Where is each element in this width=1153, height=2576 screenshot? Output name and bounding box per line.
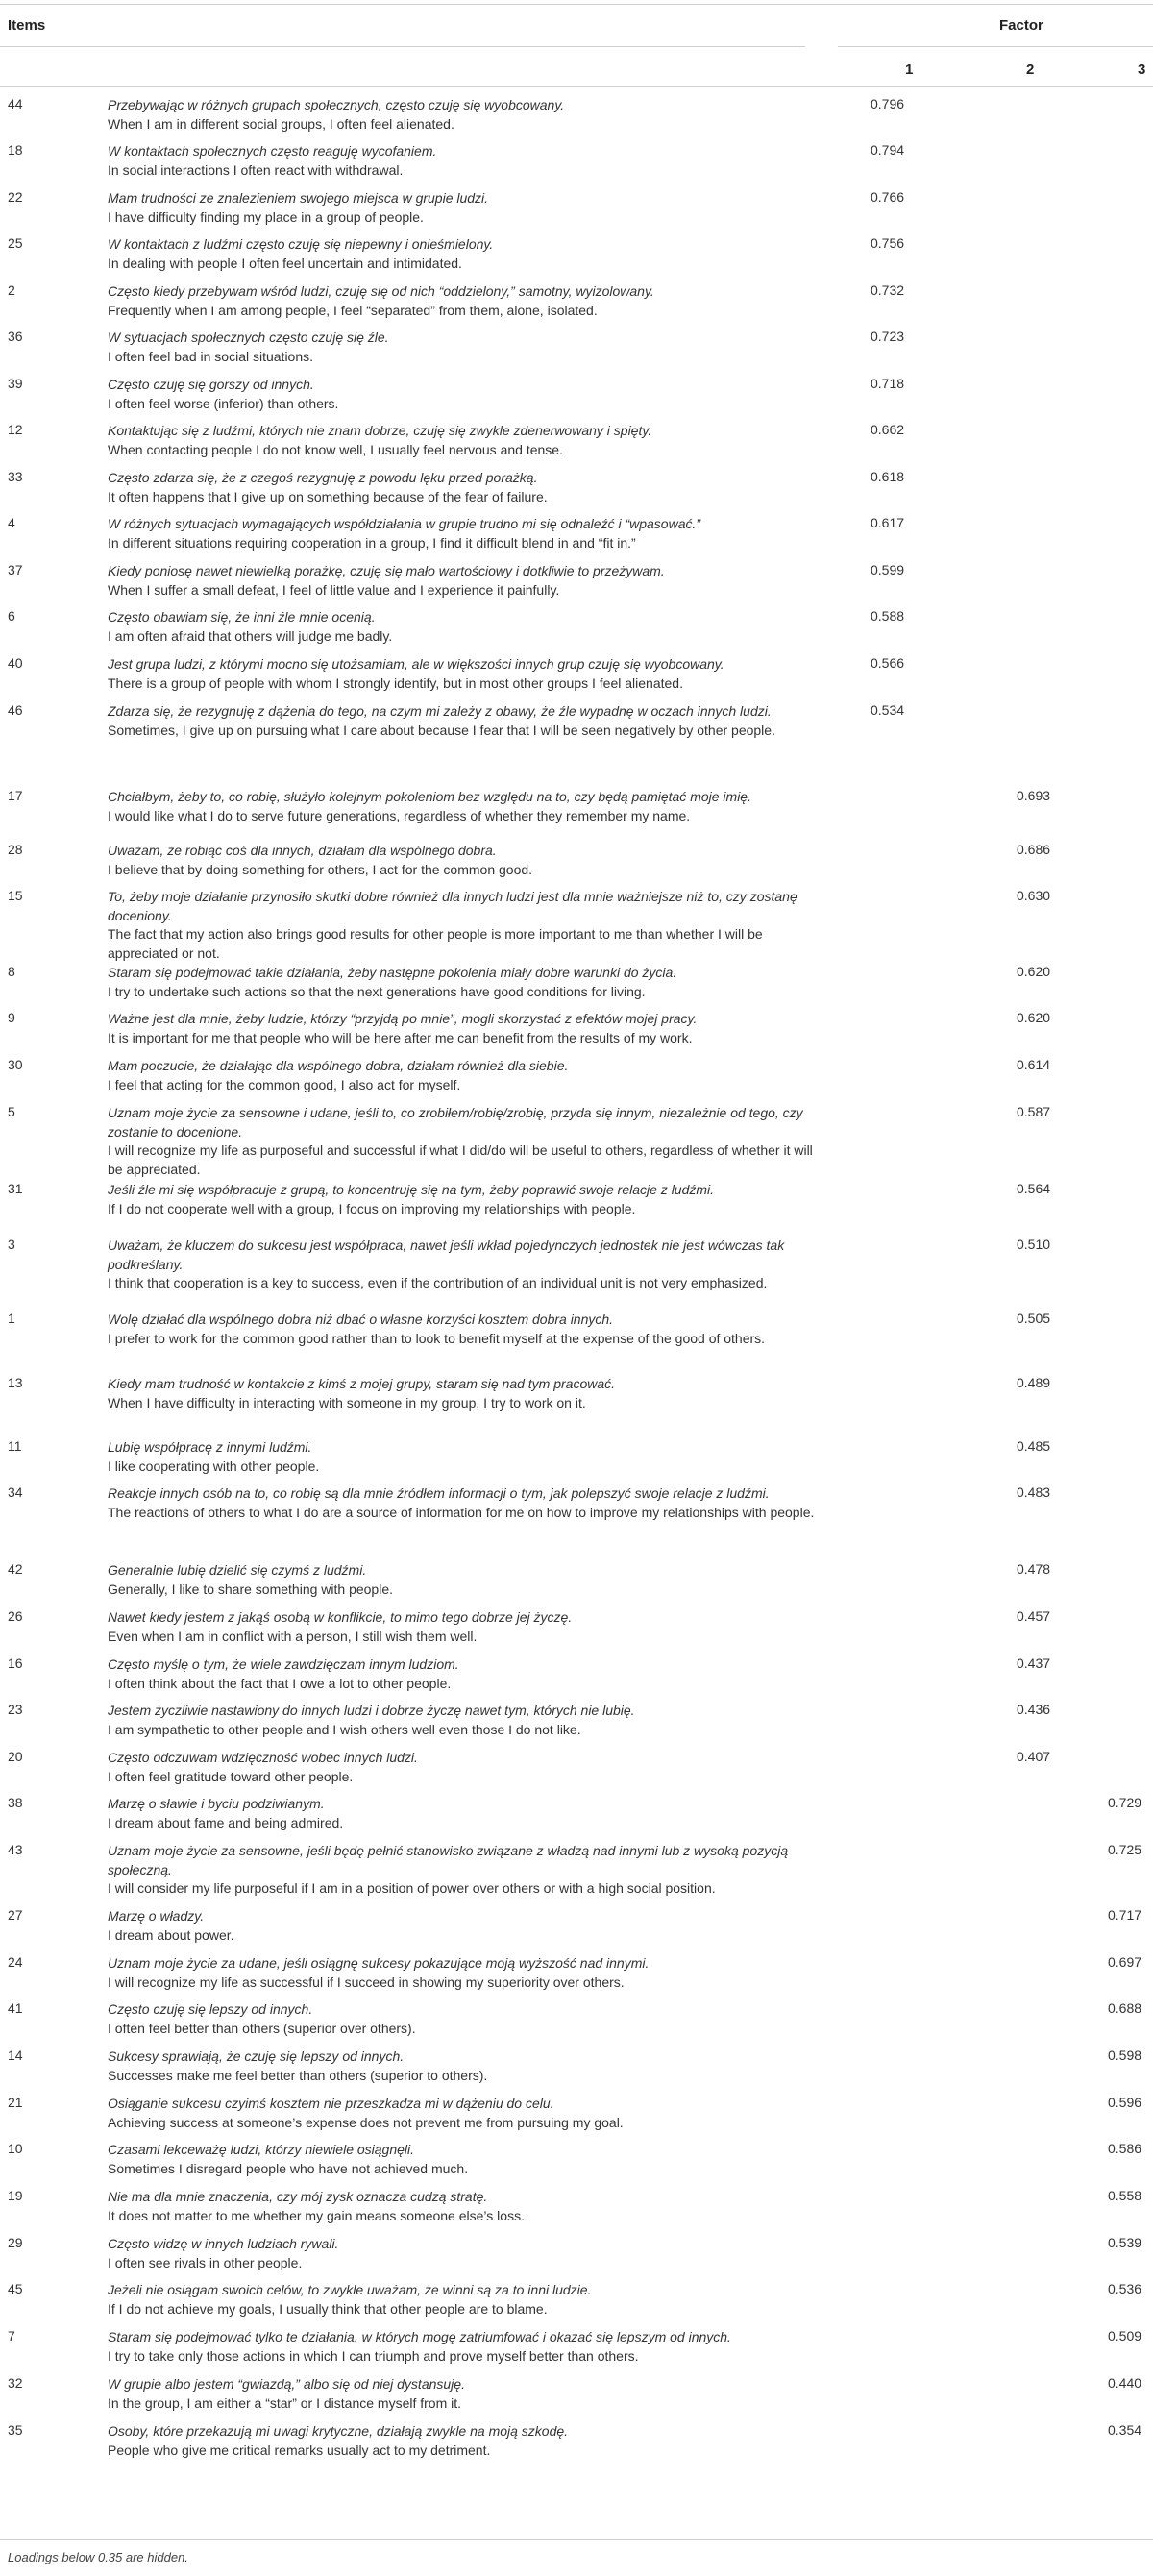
- item-english-text: When I am in different social groups, I often feel alienated.: [108, 115, 454, 132]
- factor-2-loading: 0.630: [1017, 888, 1051, 903]
- item-text: [108, 655, 819, 693]
- item-text: [108, 1608, 819, 1646]
- item-number: 35: [8, 2422, 23, 2438]
- factor-3-loading: 0.354: [1108, 2422, 1142, 2438]
- factor-header: Factor: [999, 17, 1043, 34]
- item-english-text: I try to undertake such actions so that the next generations have good conditions for living.: [108, 983, 646, 999]
- item-polish-text: Jeśli źle mi się współpracuje z grupą, to koncentruję się na tym, żeby poprawić swoje relacje z ludźmi.: [108, 1182, 715, 1197]
- item-text: [108, 282, 819, 320]
- item-number: 4: [8, 515, 15, 530]
- item-number: 33: [8, 469, 23, 484]
- factor-2-loading: 0.478: [1017, 1561, 1051, 1577]
- item-english-text: I believe that by doing something for others, I act for the common good.: [108, 861, 533, 877]
- item-number: 20: [8, 1749, 23, 1764]
- item-text: [108, 142, 819, 180]
- item-english-text: Sometimes I disregard people who have not achieved much.: [108, 2160, 469, 2176]
- item-text: [108, 2141, 819, 2178]
- item-english-text: When I suffer a small defeat, I feel of little value and I experience it painfully.: [108, 581, 560, 598]
- item-english-text: I will consider my life purposeful if I am in a position of power over others or with a high social position.: [108, 1880, 716, 1896]
- item-english-text: I am often afraid that others will judge me badly.: [108, 627, 393, 644]
- item-english-text: It often happens that I give up on something because of the fear of failure.: [108, 488, 548, 504]
- factor-1-loading: 0.617: [871, 515, 905, 530]
- item-polish-text: Przebywając w różnych grupach społecznych, często czuję się wyobcowany.: [108, 97, 565, 112]
- item-text: [108, 562, 819, 600]
- item-english-text: I often see rivals in other people.: [108, 2254, 303, 2270]
- item-text: [108, 329, 819, 366]
- item-polish-text: Jestem życzliwie nastawiony do innych ludzi i dobrze życzę nawet tym, których nie lubię.: [108, 1703, 635, 1718]
- item-english-text: I often feel bad in social situations.: [108, 348, 314, 364]
- item-number: 45: [8, 2281, 23, 2296]
- item-english-text: I often feel gratitude toward other people.: [108, 1768, 354, 1784]
- item-polish-text: Generalnie lubię dzielić się czymś z ludźmi.: [108, 1562, 367, 1578]
- item-number: 28: [8, 842, 23, 857]
- factor-1-loading: 0.766: [871, 189, 905, 205]
- factor-2-loading: 0.686: [1017, 842, 1051, 857]
- factor-2-loading: 0.620: [1017, 1010, 1051, 1025]
- item-number: 7: [8, 2328, 15, 2343]
- item-polish-text: Często czuję się lepszy od innych.: [108, 2001, 313, 2017]
- item-english-text: I try to take only those actions in which I can triumph and prove myself better than others.: [108, 2347, 639, 2364]
- item-text: [108, 1010, 819, 1047]
- item-number: 31: [8, 1181, 23, 1196]
- item-polish-text: W grupie albo jestem “gwiazdą,” albo się od niej dystansuję.: [108, 2376, 465, 2392]
- item-polish-text: Często kiedy przebywam wśród ludzi, czuję się od nich “oddzielony,” samotny, wyizolowany.: [108, 283, 654, 299]
- item-english-text: In social interactions I often react with withdrawal.: [108, 161, 404, 178]
- item-number: 8: [8, 964, 15, 979]
- item-polish-text: Uznam moje życie za sensowne, jeśli będę pełnić stanowisko związane z władzą nad innymi lub z wysoką pozycją społeczną.: [108, 1843, 789, 1877]
- item-text: [108, 235, 819, 273]
- item-number: 41: [8, 2000, 23, 2016]
- item-english-text: I would like what I do to serve future generations, regardless of whether they remember my name.: [108, 807, 691, 823]
- item-text: [108, 2188, 819, 2225]
- item-polish-text: W sytuacjach społecznych często czuję się źle.: [108, 330, 389, 345]
- item-english-text: If I do not cooperate well with a group, I focus on improving my relationships with people.: [108, 1200, 636, 1216]
- item-text: [108, 422, 819, 459]
- factor-1-loading: 0.718: [871, 376, 905, 391]
- factor-2-loading: 0.564: [1017, 1181, 1051, 1196]
- item-number: 29: [8, 2235, 23, 2250]
- item-polish-text: Reakcje innych osób na to, co robię są dla mnie źródłem informacji o tym, jak polepszyć swoje relacje z ludźmi.: [108, 1485, 770, 1501]
- item-polish-text: W kontaktach z ludźmi często czuję się niepewny i onieśmielony.: [108, 236, 494, 252]
- item-polish-text: Kiedy mam trudność w kontakcie z kimś z mojej grupy, staram się nad tym pracować.: [108, 1376, 616, 1391]
- item-english-text: People who give me critical remarks usually act to my detriment.: [108, 2441, 491, 2458]
- item-english-text: Frequently when I am among people, I feel “separated” from them, alone, isolated.: [108, 302, 598, 318]
- factor-1-loading: 0.723: [871, 329, 905, 344]
- item-polish-text: Często odczuwam wdzięczność wobec innych ludzi.: [108, 1750, 418, 1765]
- factor-1-loading: 0.566: [871, 655, 905, 671]
- item-text: [108, 2095, 819, 2132]
- factor-2-loading: 0.489: [1017, 1375, 1051, 1390]
- item-polish-text: Sukcesy sprawiają, że czuję się lepszy od innych.: [108, 2049, 405, 2064]
- item-polish-text: Jest grupa ludzi, z którymi mocno się utożsamiam, ale w większości innych grup czuję się wyobcowany.: [108, 656, 724, 672]
- factor-3-loading: 0.558: [1108, 2188, 1142, 2203]
- item-text: [108, 96, 819, 134]
- item-polish-text: Często zdarza się, że z czegoś rezygnuję z powodu lęku przed porażką.: [108, 470, 538, 485]
- item-polish-text: Kiedy poniosę nawet niewielką porażkę, czuję się mało wartościowy i dotkliwie to przeżywam.: [108, 563, 665, 578]
- item-text: [108, 376, 819, 413]
- item-text: [108, 1311, 819, 1348]
- item-number: 25: [8, 235, 23, 251]
- item-english-text: I often feel worse (inferior) than others.: [108, 395, 339, 411]
- item-english-text: When contacting people I do not know well, I usually feel nervous and tense.: [108, 441, 563, 457]
- item-number: 44: [8, 96, 23, 111]
- item-english-text: When I have difficulty in interacting with someone in my group, I try to work on it.: [108, 1394, 586, 1411]
- item-english-text: The reactions of others to what I do are a source of information for me on how to improve my relationships with people.: [108, 1504, 815, 1520]
- item-number: 17: [8, 788, 23, 803]
- factor-1-loading: 0.756: [871, 235, 905, 251]
- item-number: 22: [8, 189, 23, 205]
- top-rule: [0, 4, 1153, 5]
- factor-2-loading: 0.587: [1017, 1104, 1051, 1119]
- item-text: [108, 1057, 819, 1094]
- item-text: [108, 1375, 819, 1412]
- item-number: 27: [8, 1907, 23, 1923]
- factor-3-loading: 0.586: [1108, 2141, 1142, 2156]
- item-number: 18: [8, 142, 23, 158]
- item-number: 43: [8, 1842, 23, 1857]
- factor-col-2-header: 2: [1026, 61, 1035, 78]
- item-english-text: If I do not achieve my goals, I usually think that other people are to blame.: [108, 2300, 548, 2317]
- item-english-text: I am sympathetic to other people and I wish others well even those I do not like.: [108, 1721, 581, 1737]
- item-english-text: I prefer to work for the common good rather than to look to benefit myself at the expense of the good of others.: [108, 1330, 766, 1346]
- item-number: 6: [8, 608, 15, 624]
- item-english-text: There is a group of people with whom I strongly identify, but in most other groups I feel alienated.: [108, 675, 683, 691]
- item-number: 24: [8, 1954, 23, 1970]
- item-english-text: I have difficulty finding my place in a group of people.: [108, 209, 424, 225]
- item-english-text: I like cooperating with other people.: [108, 1458, 320, 1474]
- item-polish-text: Wolę działać dla wspólnego dobra niż dbać o własne korzyści kosztem dobra innych.: [108, 1312, 614, 1327]
- item-english-text: I often think about the fact that I owe a lot to other people.: [108, 1675, 452, 1691]
- item-polish-text: W różnych sytuacjach wymagających współdziałania w grupie trudno mi się odnaleźć i “wpasować.”: [108, 516, 701, 531]
- factor-1-loading: 0.732: [871, 282, 905, 298]
- item-number: 38: [8, 1795, 23, 1810]
- item-polish-text: Uważam, że robiąc coś dla innych, działam dla wspólnego dobra.: [108, 843, 497, 858]
- item-number: 11: [8, 1438, 22, 1454]
- item-number: 23: [8, 1702, 23, 1717]
- factor-3-loading: 0.539: [1108, 2235, 1142, 2250]
- item-text: [108, 2281, 819, 2318]
- item-polish-text: Marzę o sławie i byciu podziwianym.: [108, 1796, 325, 1811]
- item-number: 21: [8, 2095, 23, 2110]
- item-text: [108, 1484, 819, 1522]
- item-number: 26: [8, 1608, 23, 1624]
- item-text: [108, 2375, 819, 2413]
- item-text: [108, 788, 819, 825]
- item-english-text: Successes make me feel better than others (superior to others).: [108, 2067, 488, 2083]
- factor-3-loading: 0.596: [1108, 2095, 1142, 2110]
- item-english-text: Sometimes, I give up on pursuing what I care about because I fear that I will be seen negatively by other people.: [108, 722, 775, 738]
- item-text: [108, 189, 819, 227]
- item-english-text: It is important for me that people who will be here after me can benefit from the results of my work.: [108, 1029, 693, 1045]
- item-number: 40: [8, 655, 23, 671]
- item-polish-text: Osoby, które przekazują mi uwagi krytyczne, działają zwykle na moją szkodę.: [108, 2423, 569, 2439]
- item-text: [108, 515, 819, 552]
- item-polish-text: Marzę o władzy.: [108, 1908, 205, 1924]
- item-english-text: In the group, I am either a “star” or I distance myself from it.: [108, 2394, 462, 2411]
- item-polish-text: Nie ma dla mnie znaczenia, czy mój zysk oznacza cudzą stratę.: [108, 2189, 488, 2204]
- item-polish-text: Często widzę w innych ludziach rywali.: [108, 2236, 339, 2251]
- item-polish-text: Nawet kiedy jestem z jakąś osobą w konflikcie, to mimo tego dobrze jej życzę.: [108, 1609, 573, 1625]
- factor-1-loading: 0.794: [871, 142, 905, 158]
- item-english-text: I feel that acting for the common good, I also act for myself.: [108, 1076, 461, 1092]
- item-text: [108, 1438, 819, 1476]
- item-number: 16: [8, 1656, 23, 1671]
- item-polish-text: To, żeby moje działanie przynosiło skutki dobre również dla innych ludzi jest dla mnie ważniejsze niż to, czy zostanę doceniony.: [108, 889, 797, 923]
- item-text: [108, 2422, 819, 2460]
- item-english-text: I dream about fame and being admired.: [108, 1814, 344, 1830]
- item-polish-text: Często czuję się gorszy od innych.: [108, 377, 314, 392]
- item-english-text: I will recognize my life as successful if I succeed in showing my superiority over others.: [108, 1974, 625, 1990]
- item-polish-text: Czasami lekceważę ludzi, którzy niewiele osiągnęli.: [108, 2142, 415, 2157]
- factor-1-loading: 0.796: [871, 96, 905, 111]
- item-text: [108, 1907, 819, 1945]
- item-number: 39: [8, 376, 23, 391]
- item-text: [108, 1104, 819, 1179]
- item-polish-text: Uznam moje życie za sensowne i udane, jeśli to, co zrobiłem/robię/zrobię, przyda się innym, niezależnie od tego, czy zostanie to docenione.: [108, 1105, 803, 1140]
- item-number: 2: [8, 282, 15, 298]
- factor-3-loading: 0.509: [1108, 2328, 1142, 2343]
- item-text: [108, 1749, 819, 1786]
- factor-2-loading: 0.483: [1017, 1484, 1051, 1500]
- item-english-text: Achieving success at someone’s expense does not prevent me from pursuing my goal.: [108, 2114, 624, 2130]
- item-polish-text: Jeżeli nie osiągam swoich celów, to zwykle uważam, że winni są za to inni ludzie.: [108, 2282, 592, 2297]
- item-number: 1: [8, 1311, 15, 1326]
- items-header: Items: [8, 17, 46, 34]
- item-text: [108, 1237, 819, 1293]
- item-text: [108, 1954, 819, 1992]
- item-english-text: I often feel better than others (superior over others).: [108, 2020, 416, 2036]
- item-number: 37: [8, 562, 23, 577]
- item-polish-text: Uważam, że kluczem do sukcesu jest współpraca, nawet jeśli wkład pojedynczych jednostek nie jest wówczas tak podkreślany.: [108, 1238, 785, 1272]
- item-number: 32: [8, 2375, 23, 2391]
- item-text: [108, 1795, 819, 1832]
- factor-2-loading: 0.620: [1017, 964, 1051, 979]
- item-number: 14: [8, 2048, 23, 2063]
- item-number: 30: [8, 1057, 23, 1072]
- factor-underline: [838, 46, 1153, 47]
- item-text: [108, 702, 819, 740]
- item-number: 46: [8, 702, 23, 718]
- item-text: [108, 888, 819, 963]
- item-polish-text: Staram się podejmować tylko te działania, w których mogę zatriumfować i okazać się lepszym od innych.: [108, 2329, 731, 2344]
- items-underline: [0, 46, 805, 47]
- item-text: [108, 2048, 819, 2085]
- item-english-text: The fact that my action also brings good results for other people is more important to me than whether I will be appreciated or not.: [108, 926, 763, 961]
- item-polish-text: Kontaktując się z ludźmi, których nie znam dobrze, czuję się zwykle zdenerwowany i spięty.: [108, 423, 652, 438]
- factor-1-loading: 0.534: [871, 702, 905, 718]
- item-number: 10: [8, 2141, 23, 2156]
- item-english-text: I dream about power.: [108, 1926, 234, 1943]
- factor-2-loading: 0.407: [1017, 1749, 1051, 1764]
- factor-3-loading: 0.697: [1108, 1954, 1142, 1970]
- item-number: 13: [8, 1375, 23, 1390]
- item-polish-text: Ważne jest dla mnie, żeby ludzie, którzy “przyjdą po mnie”, mogli skorzystać z efektów mojej pracy.: [108, 1011, 698, 1026]
- factor-2-loading: 0.436: [1017, 1702, 1051, 1717]
- item-text: [108, 1561, 819, 1599]
- item-text: [108, 2235, 819, 2272]
- item-number: 12: [8, 422, 23, 437]
- item-number: 36: [8, 329, 23, 344]
- item-text: [108, 1702, 819, 1739]
- item-polish-text: Mam poczucie, że działając dla wspólnego dobra, działam również dla siebie.: [108, 1058, 569, 1073]
- item-polish-text: Lubię współpracę z innymi ludźmi.: [108, 1439, 312, 1455]
- factor-2-loading: 0.505: [1017, 1311, 1051, 1326]
- factor-3-loading: 0.729: [1108, 1795, 1142, 1810]
- factor-3-loading: 0.536: [1108, 2281, 1142, 2296]
- item-text: [108, 1842, 819, 1899]
- item-text: [108, 469, 819, 506]
- item-text: [108, 608, 819, 646]
- factor-3-loading: 0.440: [1108, 2375, 1142, 2391]
- header-rule: [0, 86, 1153, 87]
- item-text: [108, 1656, 819, 1693]
- factor-3-loading: 0.717: [1108, 1907, 1142, 1923]
- factor-2-loading: 0.457: [1017, 1608, 1051, 1624]
- factor-col-3-header: 3: [1138, 61, 1146, 78]
- item-polish-text: Staram się podejmować takie działania, żeby następne pokolenia miały dobre warunki do życia.: [108, 965, 677, 980]
- item-text: [108, 964, 819, 1001]
- item-number: 9: [8, 1010, 15, 1025]
- item-polish-text: Zdarza się, że rezygnuję z dążenia do tego, na czym mi zależy z obawy, że źle wypadnę w oczach innych ludzi.: [108, 703, 772, 719]
- item-polish-text: W kontaktach społecznych często reaguję wycofaniem.: [108, 143, 437, 159]
- factor-1-loading: 0.618: [871, 469, 905, 484]
- factor-col-1-header: 1: [905, 61, 914, 78]
- item-polish-text: Mam trudności ze znalezieniem swojego miejsca w grupie ludzi.: [108, 190, 489, 206]
- item-english-text: It does not matter to me whether my gain means someone else’s loss.: [108, 2207, 525, 2223]
- factor-3-loading: 0.598: [1108, 2048, 1142, 2063]
- factor-1-loading: 0.662: [871, 422, 905, 437]
- item-english-text: I will recognize my life as purposeful and successful if what I did/do will be useful to others, regardless of whether it will be appreciated.: [108, 1142, 813, 1177]
- item-text: [108, 1181, 819, 1218]
- item-polish-text: Często myślę o tym, że wiele zawdzięczam innym ludziom.: [108, 1656, 459, 1672]
- factor-3-loading: 0.725: [1108, 1842, 1142, 1857]
- item-number: 42: [8, 1561, 23, 1577]
- factor-2-loading: 0.614: [1017, 1057, 1051, 1072]
- item-polish-text: Chciałbym, żeby to, co robię, służyło kolejnym pokoleniom bez względu na to, czy będą pamiętać moje imię.: [108, 789, 751, 804]
- item-polish-text: Osiąganie sukcesu czyimś kosztem nie przeszkadza mi w dążeniu do celu.: [108, 2096, 554, 2111]
- factor-2-loading: 0.693: [1017, 788, 1051, 803]
- item-english-text: Even when I am in conflict with a person, I still wish them well.: [108, 1628, 478, 1644]
- item-english-text: I think that cooperation is a key to success, even if the contribution of an individual unit is not very emphasized.: [108, 1275, 768, 1290]
- item-english-text: In dealing with people I often feel uncertain and intimidated.: [108, 255, 462, 271]
- item-number: 19: [8, 2188, 23, 2203]
- factor-2-loading: 0.437: [1017, 1656, 1051, 1671]
- item-english-text: In different situations requiring cooperation in a group, I find it difficult blend in and “fit in.”: [108, 534, 636, 551]
- item-english-text: Generally, I like to share something with people.: [108, 1581, 394, 1597]
- item-text: [108, 842, 819, 879]
- factor-2-loading: 0.485: [1017, 1438, 1051, 1454]
- item-number: 34: [8, 1484, 23, 1500]
- item-polish-text: Często obawiam się, że inni źle mnie ocenią.: [108, 609, 376, 625]
- factor-1-loading: 0.599: [871, 562, 905, 577]
- item-number: 3: [8, 1237, 15, 1252]
- item-text: [108, 2000, 819, 2038]
- item-number: 5: [8, 1104, 15, 1119]
- item-text: [108, 2328, 819, 2366]
- bottom-rule: [0, 2539, 1153, 2540]
- factor-3-loading: 0.688: [1108, 2000, 1142, 2016]
- table-footnote: Loadings below 0.35 are hidden.: [8, 2550, 188, 2564]
- item-number: 15: [8, 888, 23, 903]
- item-polish-text: Uznam moje życie za udane, jeśli osiągnę sukcesy pokazujące moją wyższość nad innymi.: [108, 1955, 650, 1971]
- factor-2-loading: 0.510: [1017, 1237, 1051, 1252]
- factor-1-loading: 0.588: [871, 608, 905, 624]
